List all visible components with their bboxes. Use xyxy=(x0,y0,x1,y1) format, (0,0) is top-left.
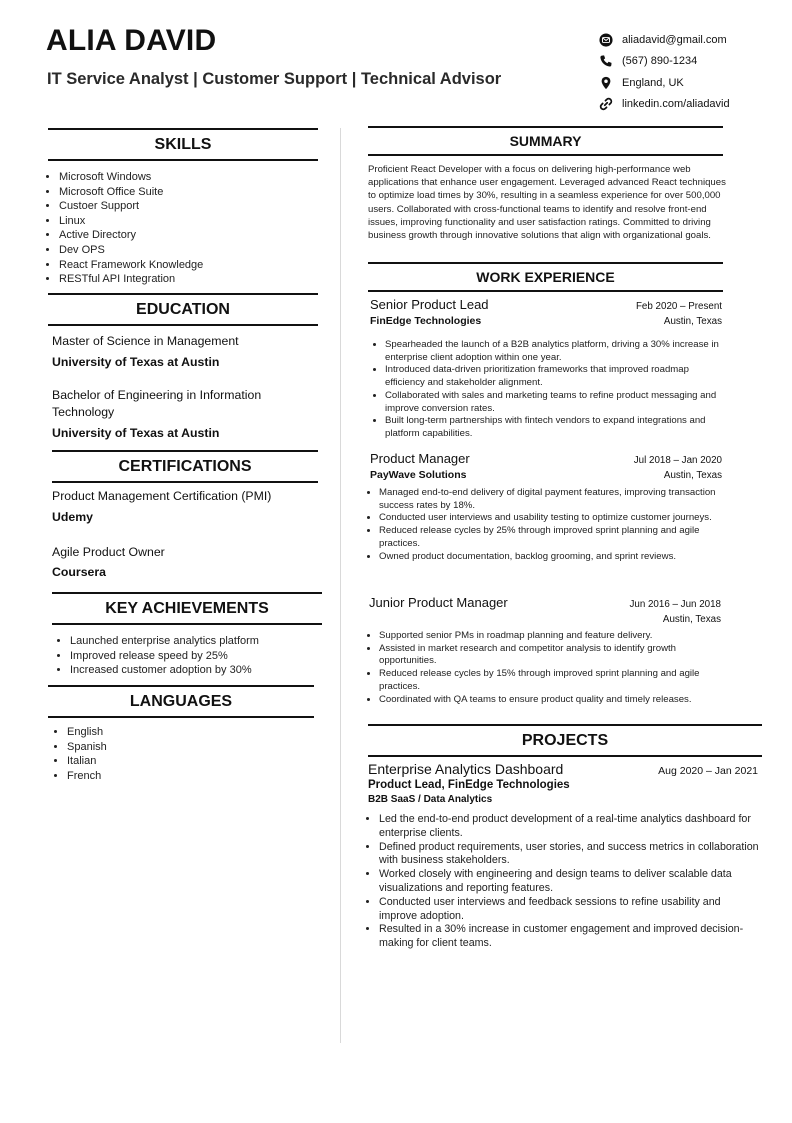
achievements-list xyxy=(70,634,320,678)
list-item: • Coordinated with QA teams to ensure product quality and timely releases. xyxy=(379,694,721,707)
list-item: • Supported senior PMs in roadmap planning and feature delivery. xyxy=(379,630,721,643)
job-title: Junior Product Manager xyxy=(369,595,508,610)
list-item: • Defined product requirements, user stories, and success metrics in collaboration with business stakeholders. xyxy=(379,841,759,869)
certification-name: Agile Product Owner xyxy=(52,545,165,559)
summary-heading: SUMMARY xyxy=(368,126,723,156)
summary-text: Proficient React Developer with a focus on delivering high-performance web applications that enhance user engagement. Leveraged advanced React techniques to optimize load times by 30%, resulting in a seamless experience for over 500,000 users. Collaborated with cross-functional teams to identify and resolve front-end issues, improving functionality and user satisfaction ratings. Committed to driving business growth through innovative solutions that align with organizational goals. xyxy=(368,164,726,242)
contact-phone[interactable] xyxy=(598,51,730,73)
skills-heading: SKILLS xyxy=(48,128,318,161)
certification-issuer: Udemy xyxy=(52,510,94,524)
contact-email-text: aliadavid@gmail.com xyxy=(622,33,727,46)
list-item: • Microsoft Windows xyxy=(59,170,319,185)
list-item: • Launched enterprise analytics platform xyxy=(70,634,320,649)
list-item: • Custoer Support xyxy=(59,199,319,214)
job-dates: Jun 2016 – Jun 2018 xyxy=(629,599,721,610)
list-item: • Introduced data-driven prioritization frameworks that improved roadmap efficiency and stakeholder alignment. xyxy=(385,364,722,389)
project-bullets xyxy=(379,813,759,951)
list-item: • Microsoft Office Suite xyxy=(59,185,319,200)
list-item: • Conducted user interviews and usability testing to optimize customer journeys. xyxy=(379,512,722,525)
job-location: Austin, Texas xyxy=(662,614,721,625)
candidate-tagline: IT Service Analyst | Customer Support | Technical Advisor xyxy=(47,70,502,88)
list-item: • Spanish xyxy=(67,740,317,755)
job-bullets xyxy=(385,339,722,441)
contact-email[interactable] xyxy=(598,29,730,51)
list-item: • Resulted in a 30% increase in customer engagement and improved decision-making for client teams. xyxy=(379,923,759,951)
list-item: • Managed end-to-end delivery of digital payment features, improving transaction success rates by 18%. xyxy=(379,487,722,512)
contact-linkedin[interactable] xyxy=(598,94,730,116)
list-item: • Led the end-to-end product development of a real-time analytics dashboard for enterprise clients. xyxy=(379,813,759,841)
education-heading: EDUCATION xyxy=(48,293,318,326)
list-item: • Improved release speed by 25% xyxy=(70,649,320,664)
school: University of Texas at Austin xyxy=(52,426,220,440)
project-entry xyxy=(368,761,758,951)
contact-location-text: England, UK xyxy=(622,76,684,89)
languages-heading: LANGUAGES xyxy=(48,685,314,718)
contact-block xyxy=(598,29,730,115)
project-category: B2B SaaS / Data Analytics xyxy=(368,794,493,805)
list-item: • Active Directory xyxy=(59,228,319,243)
job-company: FinEdge Technologies xyxy=(370,315,482,327)
degree: Bachelor of Engineering in Information Technology xyxy=(52,388,262,419)
contact-linkedin-text: linkedin.com/aliadavid xyxy=(622,98,730,111)
skills-list xyxy=(59,170,319,287)
job-bullets xyxy=(379,487,722,563)
job-bullets xyxy=(379,630,721,706)
list-item: • Conducted user interviews and feedback sessions to refine usability and improve adoption. xyxy=(379,896,759,924)
job-entry xyxy=(370,297,722,441)
list-item: • Dev OPS xyxy=(59,243,319,258)
link-icon xyxy=(598,97,614,111)
list-item: • RESTful API Integration xyxy=(59,272,319,287)
job-location: Austin, Texas xyxy=(663,470,722,481)
column-divider xyxy=(340,128,341,1043)
education-entry xyxy=(52,333,312,371)
list-item: • Linux xyxy=(59,214,319,229)
degree: Master of Science in Management xyxy=(52,334,239,348)
achievements-heading: KEY ACHIEVEMENTS xyxy=(52,592,322,625)
list-item: • French xyxy=(67,769,317,784)
certification-entry xyxy=(52,544,312,581)
certification-name: Product Management Certification (PMI) xyxy=(52,489,272,503)
list-item: • Assisted in market research and competitor analysis to identify growth opportunities. xyxy=(379,643,721,668)
languages-list xyxy=(67,725,317,783)
work-experience-heading: WORK EXPERIENCE xyxy=(368,262,723,292)
projects-heading: PROJECTS xyxy=(368,724,762,757)
list-item: • Spearheaded the launch of a B2B analytics platform, driving a 30% increase in enterprise client adoption within one year. xyxy=(385,339,722,364)
list-item: • Italian xyxy=(67,754,317,769)
phone-icon xyxy=(598,54,614,68)
contact-location xyxy=(598,72,730,94)
list-item: • English xyxy=(67,725,317,740)
location-pin-icon xyxy=(598,76,614,90)
list-item: • React Framework Knowledge xyxy=(59,258,319,273)
certification-issuer: Coursera xyxy=(52,565,106,579)
job-dates: Feb 2020 – Present xyxy=(635,301,722,312)
job-title: Product Manager xyxy=(370,451,470,466)
list-item: • Owned product documentation, backlog grooming, and sprint reviews. xyxy=(379,551,722,564)
job-company: PayWave Solutions xyxy=(370,469,467,481)
list-item: • Collaborated with sales and marketing teams to refine product messaging and improve conversion rates. xyxy=(385,390,722,415)
education-entry xyxy=(52,387,312,442)
job-entry xyxy=(370,451,722,563)
job-entry xyxy=(369,595,721,706)
list-item: • Built long-term partnerships with fintech vendors to expand integrations and platform capabilities. xyxy=(385,415,722,440)
list-item: • Reduced release cycles by 25% through improved sprint planning and agile practices. xyxy=(379,525,722,550)
job-location: Austin, Texas xyxy=(663,316,722,327)
candidate-name: ALIA DAVID xyxy=(46,24,217,57)
contact-phone-text: (567) 890-1234 xyxy=(622,55,698,68)
project-title: Enterprise Analytics Dashboard xyxy=(368,761,564,777)
email-icon xyxy=(598,33,614,47)
school: University of Texas at Austin xyxy=(52,355,220,369)
project-dates: Aug 2020 – Jan 2021 xyxy=(658,765,758,777)
job-dates: Jul 2018 – Jan 2020 xyxy=(633,455,722,466)
job-title: Senior Product Lead xyxy=(370,297,489,312)
certification-entry xyxy=(52,488,312,526)
list-item: • Worked closely with engineering and design teams to deliver scalable data visualizations and reporting features. xyxy=(379,868,759,896)
project-role: Product Lead, FinEdge Technologies xyxy=(368,779,570,791)
list-item: • Increased customer adoption by 30% xyxy=(70,663,320,678)
list-item: • Reduced release cycles by 15% through improved sprint planning and agile practices. xyxy=(379,668,721,693)
certifications-heading: CERTIFICATIONS xyxy=(52,450,318,483)
